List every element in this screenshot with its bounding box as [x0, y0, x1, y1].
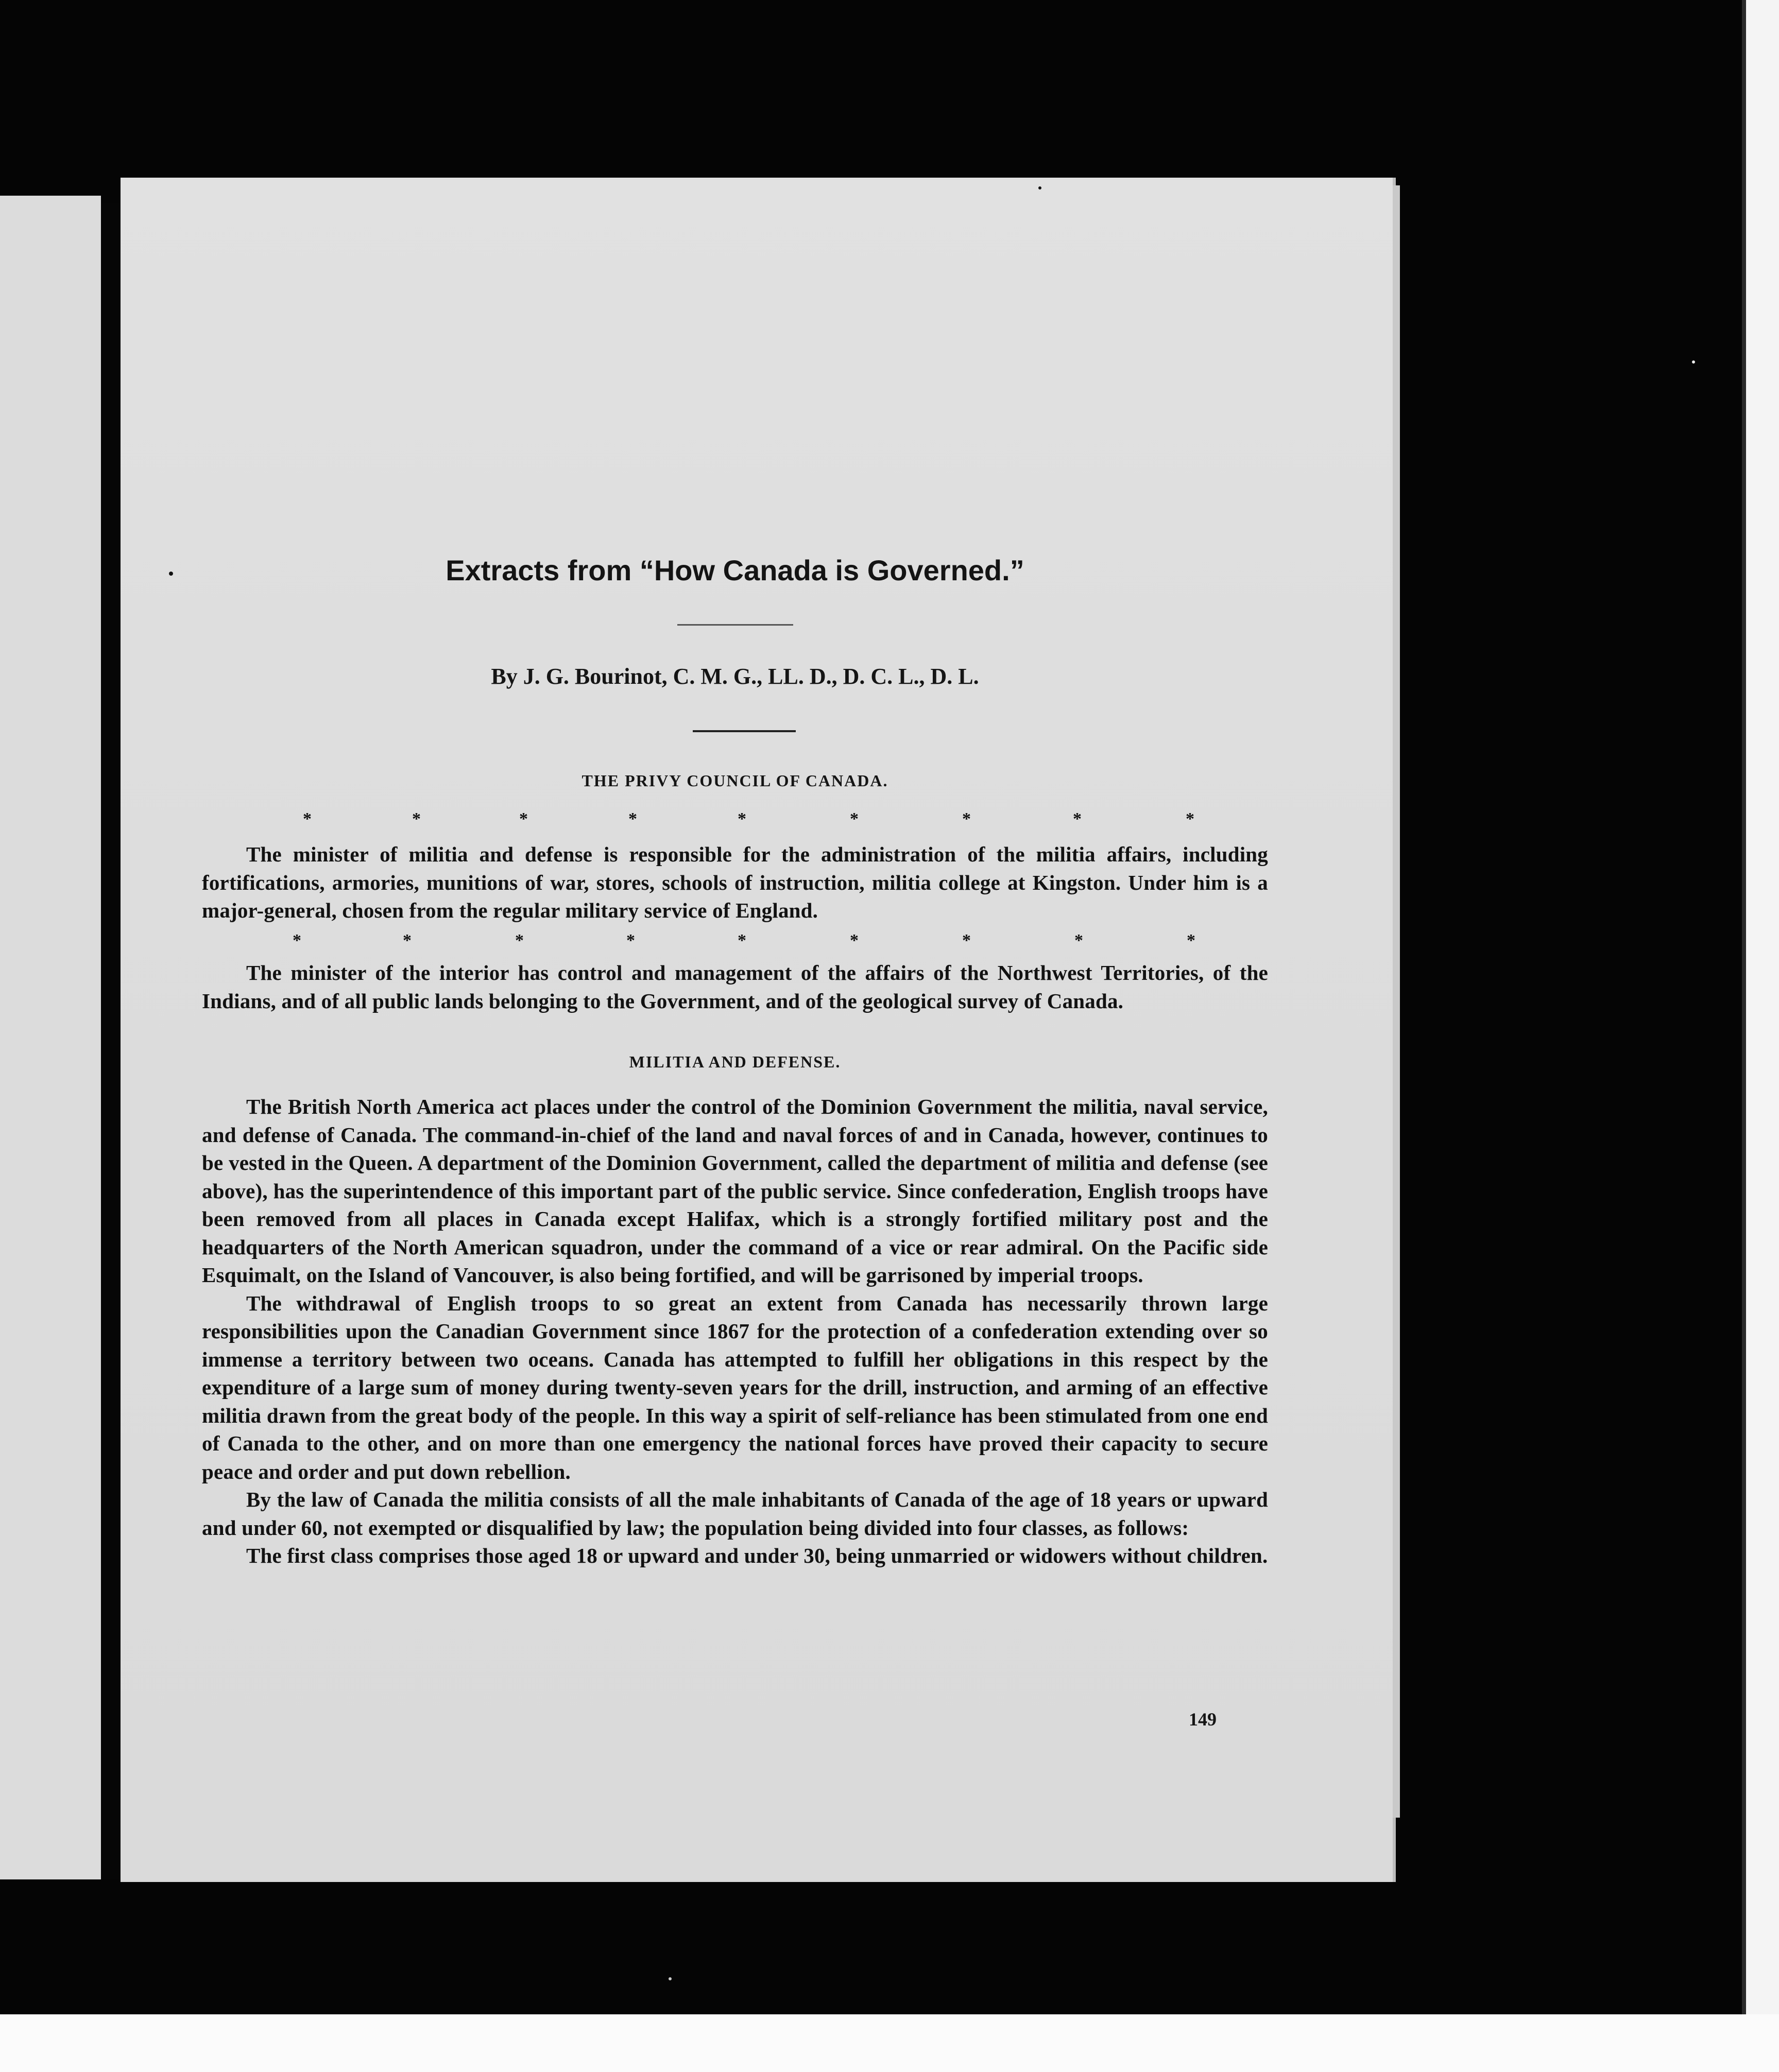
section-heading-militia-defense: MILITIA AND DEFENSE. [629, 1052, 841, 1071]
ellipsis-mark: * [962, 931, 971, 950]
scan-speck [1692, 360, 1695, 364]
ellipsis-mark: * [1073, 809, 1082, 828]
paragraph-text: The minister of the interior has control and management of the affairs of the Northwest Territories, of the Indians, and of all public lands belonging to the Government, and of the geological survey of Canada. [202, 961, 1268, 1013]
ellipsis-mark: * [515, 931, 524, 950]
paragraph-text: The British North America act places under the control of the Dominion Government the militia, naval service, and defense of Canada. The command-in-chief of the land and naval forces of and in Canada, however, continues to be vested in the Queen. A department of the Dominion Government, called the department of militia and defense (see above), has the superintendence of this important part of the public service. Since confederation, English troops have been removed from all places in Canada except Halifax, which is a strongly fortified military post and the headquarters of the North American squadron, under the command of a vice or rear admiral. On the Pacific side Esquimalt, on the Island of Vancouver, is also being fortified, and will be garrisoned by imperial troops. [202, 1095, 1268, 1287]
paragraph-text: The first class comprises those aged 18 or upward and under 30, being unmarried or widowers without children. [246, 1544, 1268, 1567]
paragraph-text: The minister of militia and defense is responsible for the administration of the militia affairs, including fortifications, armories, munitions of war, stores, schools of instruction, militia college at Kingston. Under him is a major-general, chosen from the regular military service of England. [202, 842, 1268, 922]
ellipsis-mark: * [1187, 931, 1195, 950]
scan-edge-line [1742, 0, 1746, 2014]
paragraph-text: By the law of Canada the militia consists of all the male inhabitants of Canada of the age of 18 years or upward and under 60, not exempted or disqualified by law; the population being divided into four classes, as follows: [202, 1488, 1268, 1540]
ellipsis-row [0, 931, 1779, 952]
ellipsis-mark: * [738, 931, 746, 950]
scanned-page [121, 178, 1393, 1882]
paragraph-text: The withdrawal of English troops to so great an extent from Canada has necessarily thrown large responsibilities upon the Canadian Government since 1867 for the protection of a confederation extending over so immense a territory between two oceans. Canada has attempted to fulfill her obligations in this respect by the expenditure of a large sum of money during twenty-seven years for the drill, instruction, and arming of an effective militia drawn from the great body of the people. In this way a spirit of self-reliance has been stimulated from one end of Canada to the other, and on more than one emergency the national forces have proved their capacity to secure peace and order and put down rebellion. [202, 1291, 1268, 1483]
ellipsis-mark: * [962, 809, 971, 828]
document-title: Extracts from “How Canada is Governed.” [446, 554, 1024, 586]
ellipsis-mark: * [850, 809, 859, 828]
book-gutter [101, 203, 121, 1879]
scan-speck [169, 572, 173, 576]
ellipsis-mark: * [303, 809, 312, 828]
page-number: 149 [1189, 1709, 1217, 1730]
scan-speck [669, 1977, 672, 1980]
section-heading-privy-council: THE PRIVY COUNCIL OF CANADA. [581, 771, 888, 790]
ellipsis-mark: * [738, 809, 746, 828]
section-body-militia [202, 1093, 1268, 1570]
byline-rule [693, 730, 796, 732]
page-edge [1393, 185, 1400, 1818]
ellipsis-row [0, 809, 1779, 830]
scan-speck [1038, 186, 1041, 189]
paragraph-interior-minister [202, 959, 1268, 1015]
previous-page-sliver [0, 196, 101, 1879]
ellipsis-mark: * [1186, 809, 1194, 828]
ellipsis-mark: * [850, 931, 859, 950]
ellipsis-mark: * [293, 931, 301, 950]
byline: By J. G. Bourinot, C. M. G., LL. D., D. C. L., D. L. [491, 664, 979, 689]
scan-bottom-margin [0, 2014, 1779, 2072]
scan-right-margin [1746, 0, 1779, 2014]
ellipsis-mark: * [628, 809, 637, 828]
paragraph-militia-minister [202, 840, 1268, 925]
ellipsis-mark: * [1074, 931, 1083, 950]
ellipsis-mark: * [519, 809, 528, 828]
ellipsis-mark: * [412, 809, 421, 828]
ellipsis-mark: * [626, 931, 635, 950]
title-rule [677, 624, 793, 626]
ellipsis-mark: * [403, 931, 412, 950]
